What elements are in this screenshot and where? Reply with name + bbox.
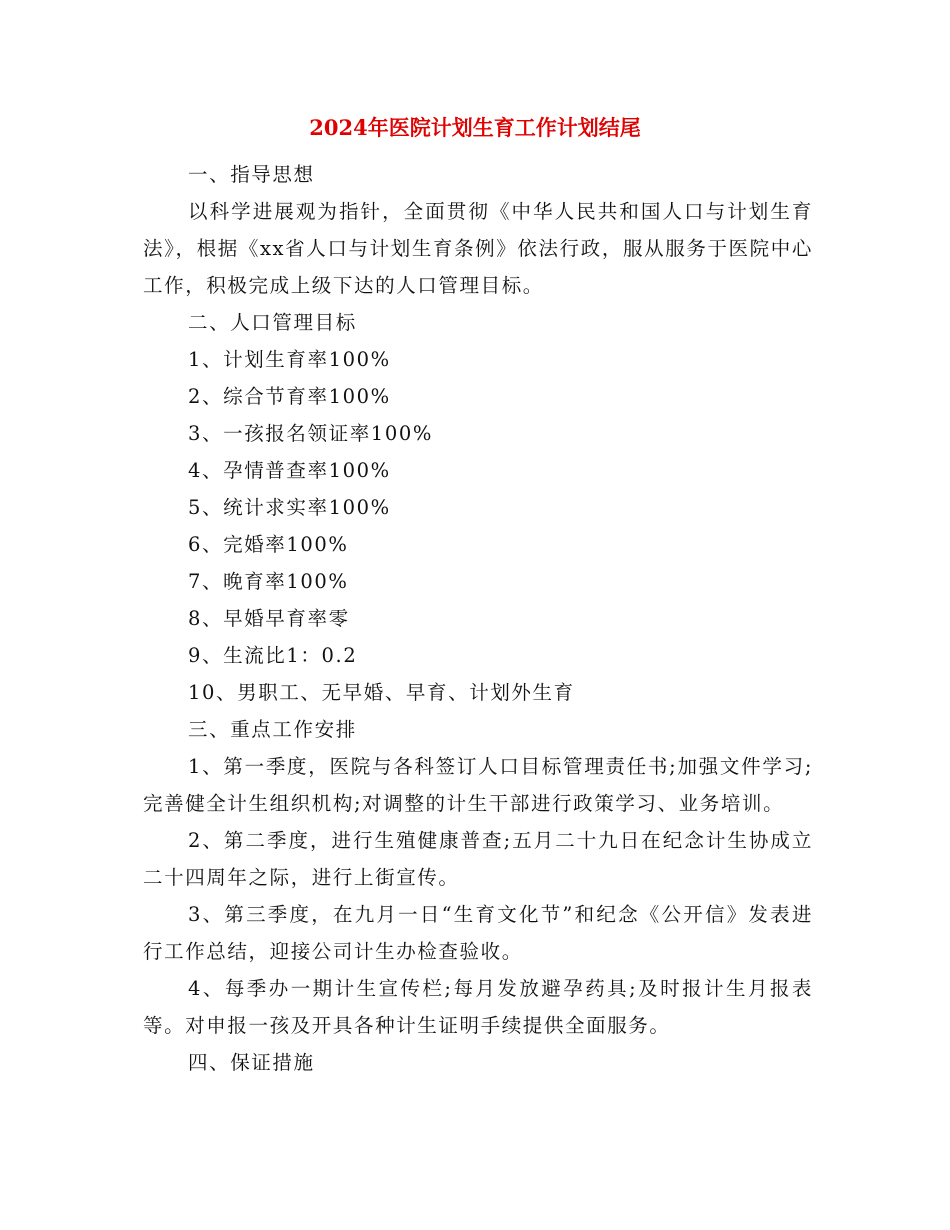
list-item: 8、早婚早育率零: [188, 607, 350, 630]
list-item: 4、孕情普查率100%: [188, 459, 391, 482]
list-item: 1、计划生育率100%: [188, 348, 391, 371]
body-paragraph: 4、每季办一期计生宣传栏;每月发放避孕药具;及时报计生月报表等。对申报一孩及开具各种计生证明手续提供全面服务。: [143, 977, 813, 1037]
list-item: 7、晚育率100%: [188, 570, 349, 593]
body-paragraph: 1、第一季度，医院与各科签订人口目标管理责任书;加强文件学习;完善健全计生组织机构;对调整的计生干部进行政策学习、业务培训。: [143, 755, 813, 815]
section-heading: 一、指导思想: [188, 163, 315, 186]
list-item: 5、统计求实率100%: [188, 496, 391, 519]
list-item: 10、男职工、无早婚、早育、计划外生育: [188, 681, 575, 704]
body-paragraph: 3、第三季度，在九月一日“生育文化节”和纪念《公开信》发表进行工作总结，迎接公司计生办检查验收。: [143, 903, 813, 963]
list-item: 3、一孩报名领证率100%: [188, 422, 433, 445]
section-heading: 三、重点工作安排: [188, 718, 357, 741]
document-title: 2024年医院计划生育工作计划结尾: [309, 115, 641, 140]
section-heading: 四、保证措施: [188, 1051, 315, 1074]
document-body: [143, 156, 813, 1081]
list-item: 6、完婚率100%: [188, 533, 349, 556]
section-heading: 二、人口管理目标: [188, 311, 357, 334]
list-item: 9、生流比1：0.2: [188, 644, 358, 667]
body-paragraph: 2、第二季度，进行生殖健康普查;五月二十九日在纪念计生协成立二十四周年之际，进行上街宣传。: [143, 829, 813, 889]
list-item: 2、综合节育率100%: [188, 385, 391, 408]
body-paragraph: 以科学进展观为指针，全面贯彻《中华人民共和国人口与计划生育法》，根据《xx省人口与计划生育条例》依法行政，服从服务于医院中心工作，积极完成上级下达的人口管理目标。: [143, 200, 813, 297]
